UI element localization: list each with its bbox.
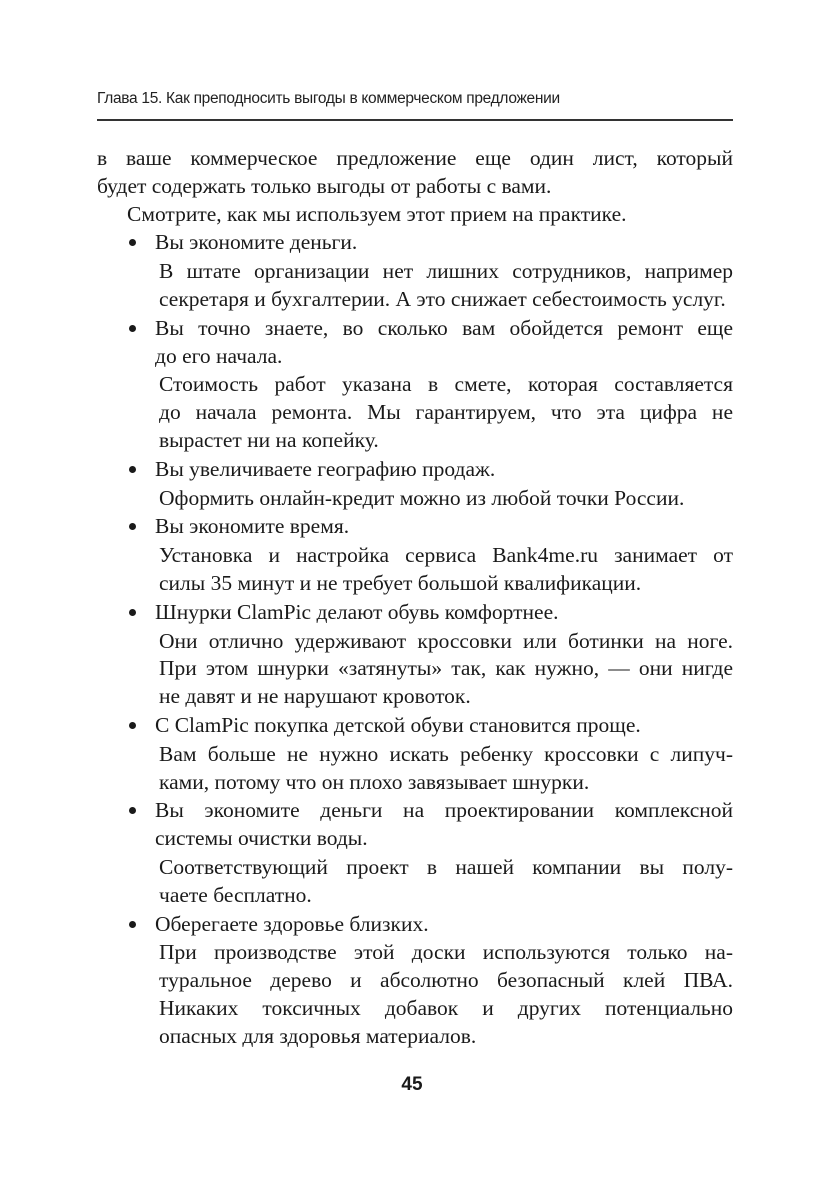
intro-paragraph (97, 145, 733, 201)
text-line: до начала ремонта. Мы гарантируем, что эта цифра не (159, 400, 733, 425)
page-body (97, 145, 733, 1051)
text-line: силы 35 минут и не требует большой квалификации. (159, 570, 642, 595)
benefits-list (97, 229, 733, 1050)
list-item (97, 229, 733, 313)
list-item (97, 599, 733, 711)
bullet-icon (129, 466, 136, 473)
text-line: Оформить онлайн-кредит можно из любой точки России. (159, 485, 685, 510)
text-line: Вы экономите время. (155, 514, 350, 539)
bullet-body (97, 258, 733, 314)
list-item (97, 456, 733, 513)
bullet-title (97, 229, 733, 257)
text-line: Вам больше не нужно искать ребенку кроссовки с липуч- (159, 741, 733, 766)
header-divider (97, 119, 733, 121)
running-header: Глава 15. Как преподносить выгоды в коммерческом предложении (97, 90, 560, 107)
bullet-body (97, 741, 733, 797)
text-line: В штате организации нет лишних сотрудников, например (159, 259, 733, 284)
bullet-body (97, 854, 733, 910)
bullet-body (97, 371, 733, 454)
text-line: Шнурки ClamPic делают обувь комфортнее. (155, 599, 559, 624)
bullet-title (97, 911, 733, 939)
text-line: Соответствующий проект в нашей компании вы полу- (159, 854, 733, 879)
text-line: ками, потому что он плохо завязывает шнурки. (159, 769, 590, 794)
text-line: При производстве этой доски используются только на- (159, 940, 733, 965)
bullet-title (97, 513, 733, 541)
bullet-icon (129, 239, 136, 246)
bullet-icon (129, 807, 136, 814)
text-line: Вы увеличиваете географию продаж. (155, 456, 496, 481)
list-item (97, 315, 733, 455)
list-item (97, 513, 733, 597)
text-line: Они отлично удерживают кроссовки или ботинки на ноге. (159, 628, 733, 653)
list-item (97, 911, 733, 1051)
text-line: опасных для здоровья материалов. (159, 1023, 477, 1048)
text-line: При этом шнурки «затянуты» так, как нужно, — они нигде (159, 656, 733, 681)
bullet-body (97, 628, 733, 711)
text-line: Стоимость работ указана в смете, которая составляется (159, 372, 733, 397)
text-line: Установка и настройка сервиса Bank4me.ru занимает от (159, 543, 733, 568)
bullet-title (97, 599, 733, 627)
text-line: Никаких токсичных добавок и других потенциально (159, 995, 733, 1020)
text-line: чаете бесплатно. (159, 882, 312, 907)
bullet-body (97, 939, 733, 1050)
bullet-title (97, 712, 733, 740)
text-line: вырастет ни на копейку. (159, 427, 379, 452)
bullet-icon (129, 523, 136, 530)
bullet-icon (129, 722, 136, 729)
text-line: не давят и не нарушают кровоток. (159, 684, 471, 709)
list-item (97, 712, 733, 796)
bullet-icon (129, 325, 136, 332)
bullet-title (97, 797, 733, 853)
text-line: С ClamPic покупка детской обуви становится проще. (155, 712, 641, 737)
bullet-title (97, 315, 733, 371)
text-line: в ваше коммерческое предложение еще один лист, который (97, 146, 733, 170)
bullet-body (97, 485, 733, 513)
text-line: будет содержать только выгоды от работы с вами. (97, 173, 552, 198)
text-line: туральное дерево и абсолютно безопасный клей ПВА. (159, 968, 733, 993)
bullet-icon (129, 609, 136, 616)
list-item (97, 797, 733, 909)
bullet-body (97, 542, 733, 598)
bullet-icon (129, 921, 136, 928)
text-line: Вы экономите деньги на проектировании комплексной (155, 798, 733, 823)
text-line: секретаря и бухгалтерии. А это снижает себестоимость услуг. (159, 286, 726, 311)
text-line: до его начала. (155, 343, 283, 368)
bullet-title (97, 456, 733, 484)
text-line: Оберегаете здоровье близких. (155, 911, 429, 936)
text-line: Вы точно знаете, во сколько вам обойдется ремонт еще (155, 315, 733, 340)
text-line: системы очистки воды. (155, 826, 368, 851)
practice-paragraph: Смотрите, как мы используем этот прием на практике. (127, 201, 627, 226)
text-line: Вы экономите деньги. (155, 230, 358, 255)
page-number: 45 (401, 1074, 423, 1095)
